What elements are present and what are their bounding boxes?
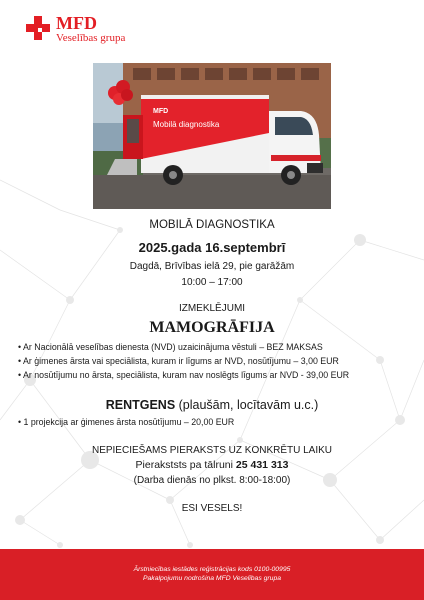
mammography-item: • Ar nosūtījumu no ārsta, speciālista, kuram nav noslēgts līgums ar NVD - 39,00 EUR [18, 370, 350, 380]
xray-subtitle: (plaušām, locītavām u.c.) [178, 398, 319, 412]
xray-heading [0, 398, 424, 412]
truck-brand-text: MFD [153, 108, 169, 115]
brand-subtitle: Veselības grupa [56, 32, 126, 44]
brand-name: MFD [56, 13, 97, 33]
xray-item: • 1 projekcija ar ģimenes ārsta nosūtījumu – 20,00 EUR [18, 417, 235, 427]
exams-heading: IZMEKLĒJUMI [178, 303, 246, 314]
xray-title: RENTGENS [105, 398, 176, 412]
mobile-truck-photo [93, 63, 331, 209]
booking-phone-number: 25 431 313 [235, 459, 289, 471]
footer-bar [0, 549, 424, 600]
booking-phone-label-rest: ts pa tālruni [178, 459, 233, 471]
booking-hours: (Darba dienās no plkst. 8:00-18:00) [133, 475, 291, 486]
event-date: 2025.gada 16.septembrī [138, 240, 286, 255]
mammography-item: • Ar ģimenes ārsta vai speciālista, kuram ir līgums ar NVD, nosūtījumu – 3,00 EUR [18, 356, 339, 366]
event-location: Dagdā, Brīvības ielā 29, pie garāžām [129, 261, 295, 272]
truck-caption-text: Mobilā diagnostika [153, 120, 220, 129]
booking-phone-line [0, 459, 424, 471]
mammography-item: • Ar Nacionālā veselības dienesta (NVD) uzaicinājuma vēstuli – BEZ MAKSAS [18, 342, 323, 352]
footer-registration: Ārstniecības iestādes reģistrācijas kods 0100-00995 [133, 566, 291, 573]
booking-phone-label: Pieraksts [135, 459, 179, 471]
slogan: ESI VESELS! [181, 503, 243, 514]
event-time: 10:00 – 17:00 [181, 277, 243, 288]
mammography-title: MAMOGRĀFIJA [149, 319, 275, 336]
booking-notice: NEPIECIEŠAMS PIERAKSTS UZ KONKRĒTU LAIKU [91, 445, 333, 456]
event-title: MOBILĀ DIAGNOSTIKA [149, 219, 275, 231]
brand-logo [26, 14, 125, 44]
red-cross-icon [26, 16, 50, 40]
footer-provider: Pakalpojumu nodrošina MFD Veselības grupa [142, 575, 282, 582]
